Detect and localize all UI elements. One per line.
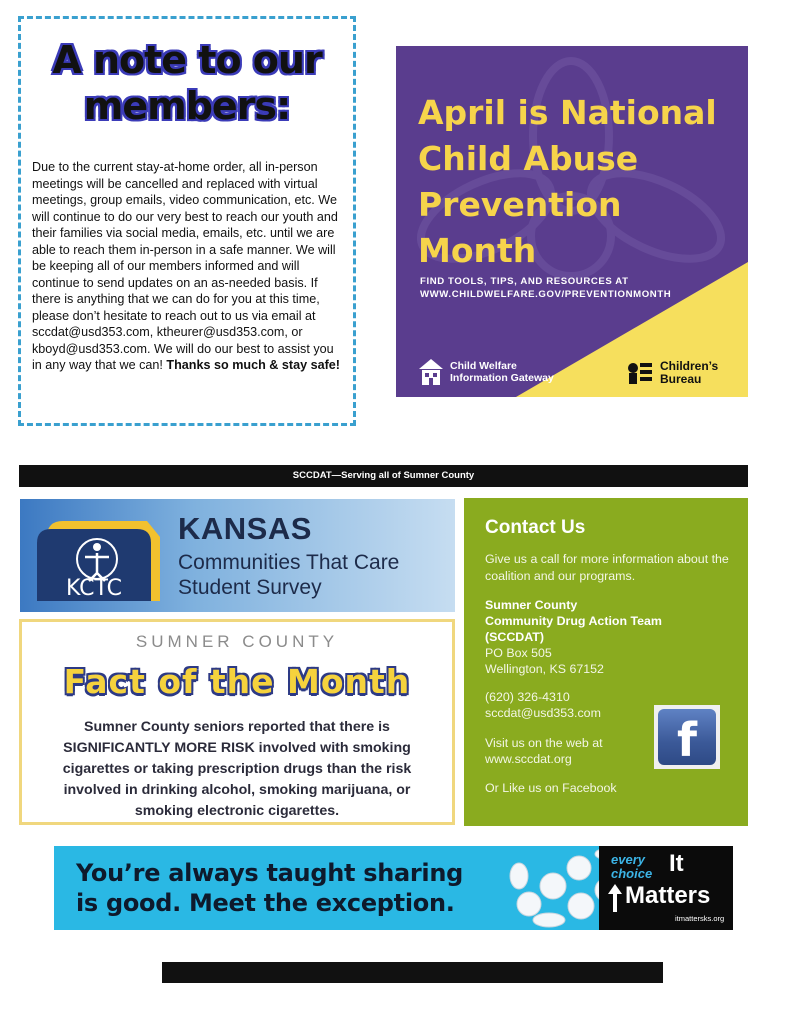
note-body (32, 159, 346, 374)
house-icon (418, 358, 444, 386)
poster-title-line: Prevention (418, 185, 622, 224)
address-line2: Wellington, KS 67152 (485, 662, 604, 676)
facebook-logo: f (658, 709, 716, 765)
facebook-text: Or Like us on Facebook (485, 781, 617, 795)
note-body-text: Due to the current stay-at-home order, all in-person meetings will be cancelled and replaced with virtual meetings, group emails, video communication, etc. We will continue to do our very best to reach our youth and their families via social media, emails, etc. until we are able to reach them in-person in a safe manner. We will be keeping all of our members informed and will continue to send updates on an as-needed basis. If there is anything that we can do for you at this time, please don’t hesitate to reach out to us via email at sccdat@usd353.com, ktheurer@usd353.com, or kboyd@usd353.com. We will do our best to assist you in any way that we can! (32, 160, 338, 372)
contact-email[interactable]: sccdat@usd353.com (485, 706, 601, 720)
prevention-month-poster (396, 46, 748, 397)
child-welfare-logo (418, 358, 568, 388)
it-matters-ad (54, 846, 733, 930)
kctc-subtitle (178, 550, 399, 600)
contact-intro: Give us a call for more information about the coalition and our programs. (485, 552, 729, 583)
logo-every: every (611, 852, 645, 867)
note-closing: Thanks so much & stay safe! (166, 358, 340, 372)
kctc-badge-icon (37, 517, 160, 601)
org-line2: Community Drug Action Team (485, 614, 662, 628)
logo2-line2: Bureau (660, 372, 702, 386)
note-title (21, 37, 353, 129)
web-url-link[interactable]: www.sccdat.org (485, 752, 572, 766)
kctc-subtitle-line1: Communities That Care (178, 551, 400, 574)
poster-title-line: Child Abuse (418, 139, 639, 178)
ad-line1: You’re always taught sharing (76, 859, 464, 887)
poster-title (418, 90, 738, 274)
contact-panel (464, 498, 748, 826)
note-box (18, 16, 356, 426)
fact-of-month-box (19, 619, 455, 825)
logo-it: It (669, 850, 684, 877)
logo-matters: Matters (625, 882, 711, 909)
poster-subtitle-line2: WWW.CHILDWELFARE.GOV/PREVENTIONMONTH (420, 289, 672, 300)
contact-phone[interactable]: (620) 326-4310 (485, 690, 570, 704)
ad-line2: is good. Meet the exception. (76, 889, 455, 917)
web-label: Visit us on the web at (485, 736, 603, 750)
it-matters-logo (599, 846, 733, 930)
fact-county: SUMNER COUNTY (135, 632, 339, 651)
child-welfare-logo-text (450, 360, 554, 384)
logo2-line1: Children’s (660, 359, 719, 373)
kctc-survey-header (20, 499, 455, 612)
kctc-badge-text: KCTC (65, 576, 123, 601)
childrens-bureau-text (660, 360, 718, 386)
contact-organization (485, 597, 740, 645)
footer-bar (162, 962, 663, 983)
poster-title-line: Month (418, 231, 537, 270)
logo-choice: choice (611, 866, 653, 881)
poster-subtitle (420, 275, 740, 301)
note-title-line1: A note to our (52, 38, 322, 82)
org-line3: (SCCDAT) (485, 630, 544, 644)
contact-address (485, 645, 740, 677)
poster-title-line: April is National (418, 93, 717, 132)
poster-subtitle-line1: FIND TOOLS, TIPS, AND RESOURCES AT (420, 276, 629, 287)
kctc-title: KANSAS (178, 511, 312, 546)
section-banner: SCCDAT—Serving all of Sumner County (19, 465, 748, 487)
org-line1: Sumner County (485, 598, 578, 612)
facebook-icon[interactable] (654, 705, 720, 769)
arrow-up-icon (607, 884, 623, 912)
fact-title: Fact of the Month (63, 662, 411, 701)
logo-url: itmattersks.org (675, 914, 725, 923)
address-line1: PO Box 505 (485, 646, 552, 660)
childrens-bureau-icon (626, 360, 656, 386)
contact-title: Contact Us (485, 517, 586, 538)
kctc-subtitle-line2: Student Survey (178, 576, 322, 599)
fact-body: Sumner County seniors reported that there is SIGNIFICANTLY MORE RISK involved with smoking cigarettes or taking prescription drugs than the risk involved in drinking alcohol, smoking marijuana, or smoking electronic cigarettes. (62, 719, 412, 819)
logo1-line2: Information Gateway (450, 372, 554, 384)
logo1-line1: Child Welfare (450, 360, 517, 372)
ad-headline (76, 858, 536, 918)
note-title-line2: members: (83, 84, 291, 128)
childrens-bureau-logo (626, 358, 741, 388)
